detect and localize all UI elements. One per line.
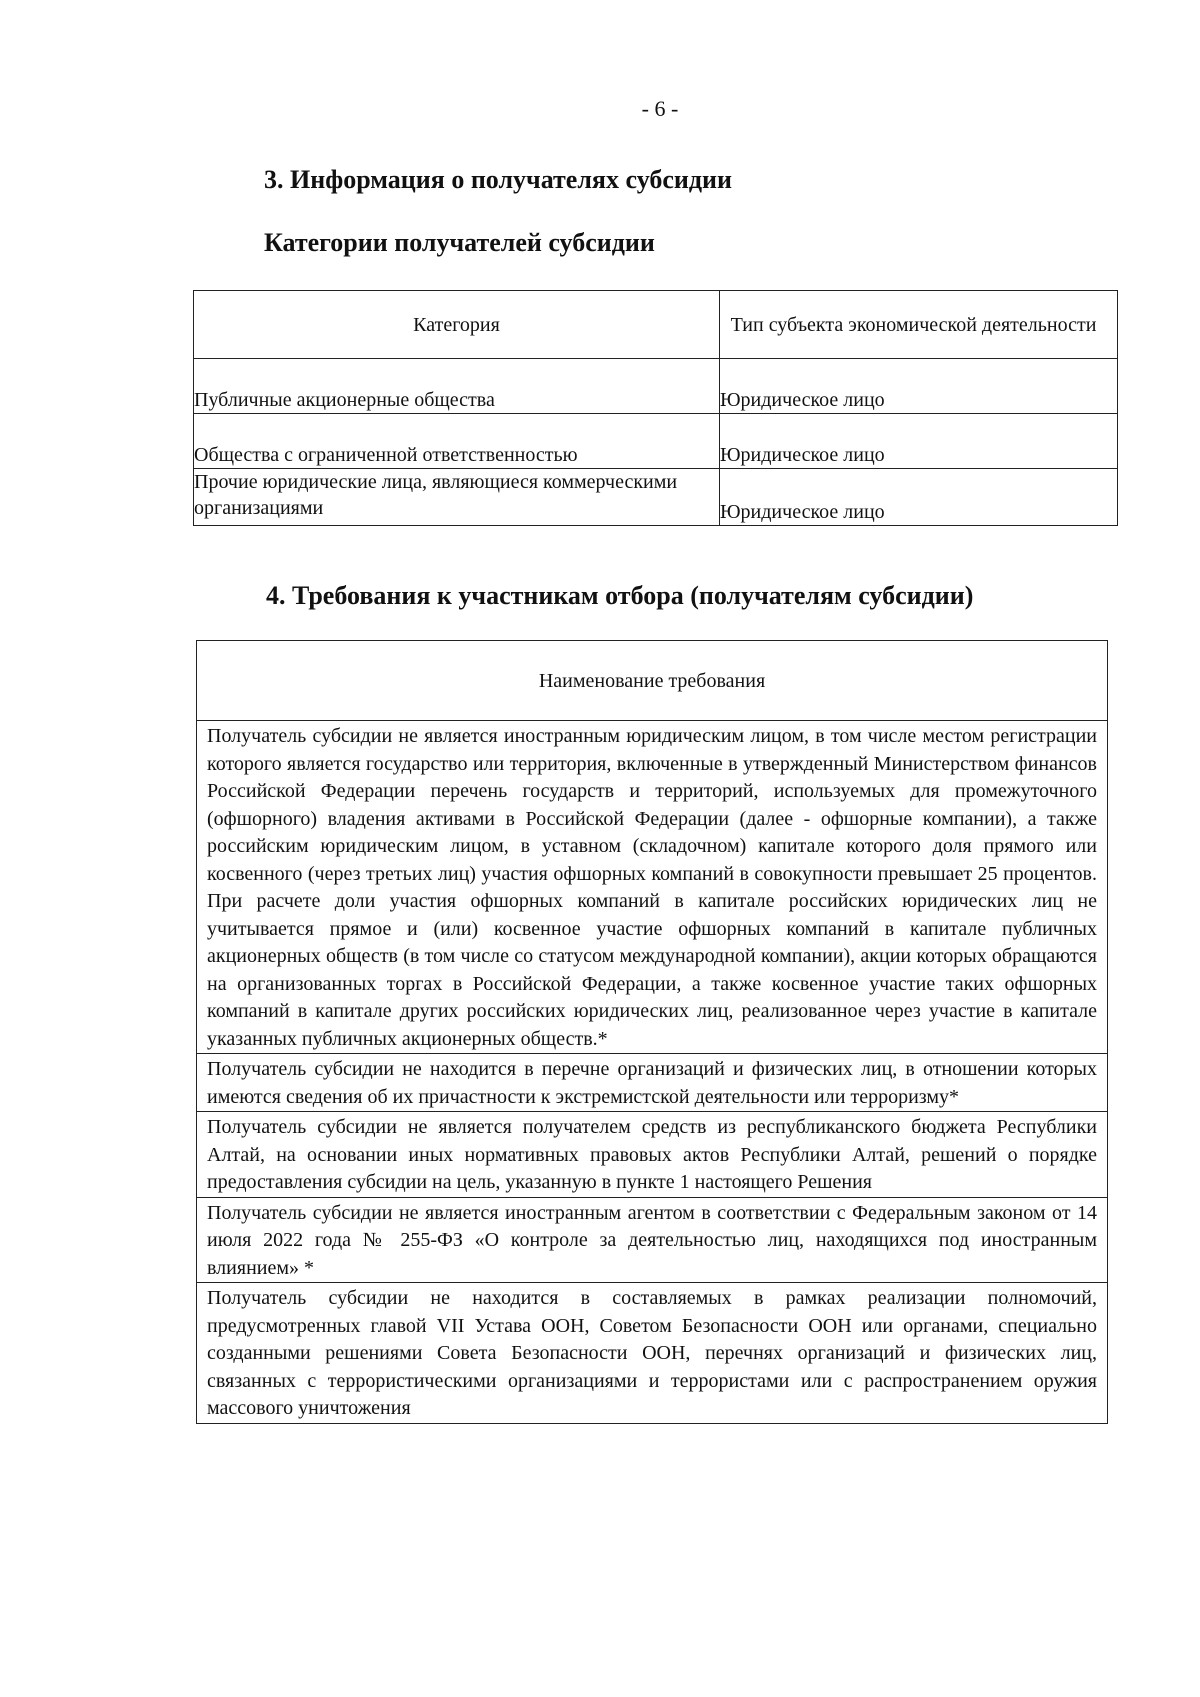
requirement-cell: Получатель субсидии не является получателем средств из республиканского бюджета Республики Алтай, на основании иных нормативных правовых актов Республики Алтай, решений о порядке предоставления субсидии на цель, указанную в пункте 1 настоящего Решения <box>197 1112 1108 1198</box>
table-header-row <box>197 641 1108 721</box>
entity-type-cell: Юридическое лицо <box>720 469 1118 526</box>
header-category: Категория <box>194 291 720 359</box>
requirement-cell: Получатель субсидии не находится в перечне организаций и физических лиц, в отношении которых имеются сведения об их причастности к экстремистской деятельности или терроризму* <box>197 1054 1108 1112</box>
table-row <box>194 359 1118 414</box>
category-cell: Публичные акционерные общества <box>194 359 720 414</box>
table-header-row <box>194 291 1118 359</box>
section-3-title: 3. Информация о получателях субсидии <box>264 165 732 194</box>
section-4-title: 4. Требования к участникам отбора (получателям субсидии) <box>266 581 974 610</box>
entity-type-cell: Юридическое лицо <box>720 359 1118 414</box>
requirement-cell: Получатель субсидии не находится в составляемых в рамках реализации полномочий, предусмотренных главой VII Устава ООН, Советом Безопасности ООН или органами, специально созданными решениями Совета Безопасности ООН, перечнях организаций и физических лиц, связанных с террористическими организациями и террористами или с распространением оружия массового уничтожения <box>197 1283 1108 1424</box>
table-row <box>197 1112 1108 1198</box>
table-row <box>197 1283 1108 1424</box>
requirement-cell: Получатель субсидии не является иностранным агентом в соответствии с Федеральным законом от 14 июля 2022 года № 255-ФЗ «О контроле за деятельностью лиц, находящихся под иностранным влиянием» * <box>197 1197 1108 1283</box>
table-row <box>197 721 1108 1054</box>
table-row <box>194 414 1118 469</box>
header-entity-type: Тип субъекта экономической деятельности <box>720 291 1118 359</box>
table-row <box>197 1054 1108 1112</box>
table-row <box>197 1197 1108 1283</box>
section-3-subtitle: Категории получателей субсидии <box>264 228 655 257</box>
requirement-cell: Получатель субсидии не является иностранным юридическим лицом, в том числе местом регистрации которого является государство или территория, включенные в утвержденный Министерством финансов Российской Федерации перечень государств и территорий, используемых для промежуточного (офшорного) владения активами в Российской Федерации (далее - офшорные компании), а также российским юридическим лицом, в уставном (складочном) капитале которого доля прямого или косвенного (через третьих лиц) участия офшорных компаний в совокупности превышает 25 процентов. При расчете доли участия офшорных компаний в капитале российских юридических лиц не учитывается прямое и (или) косвенное участие офшорных компаний в капитале публичных акционерных обществ (в том числе со статусом международной компании), акции которых обращаются на организованных торгах в Российской Федерации, а также косвенное участие таких офшорных компаний в капитале других российских юридических лиц, реализованное через участие в капитале указанных публичных акционерных обществ.* <box>197 721 1108 1054</box>
recipient-categories-table <box>193 290 1118 526</box>
category-cell: Прочие юридические лица, являющиеся коммерческими организациями <box>194 469 720 526</box>
page-number: - 6 - <box>641 96 679 121</box>
header-requirement-name: Наименование требования <box>197 641 1108 721</box>
category-cell: Общества с ограниченной ответственностью <box>194 414 720 469</box>
requirements-table <box>196 640 1108 1424</box>
table-row <box>194 469 1118 526</box>
entity-type-cell: Юридическое лицо <box>720 414 1118 469</box>
